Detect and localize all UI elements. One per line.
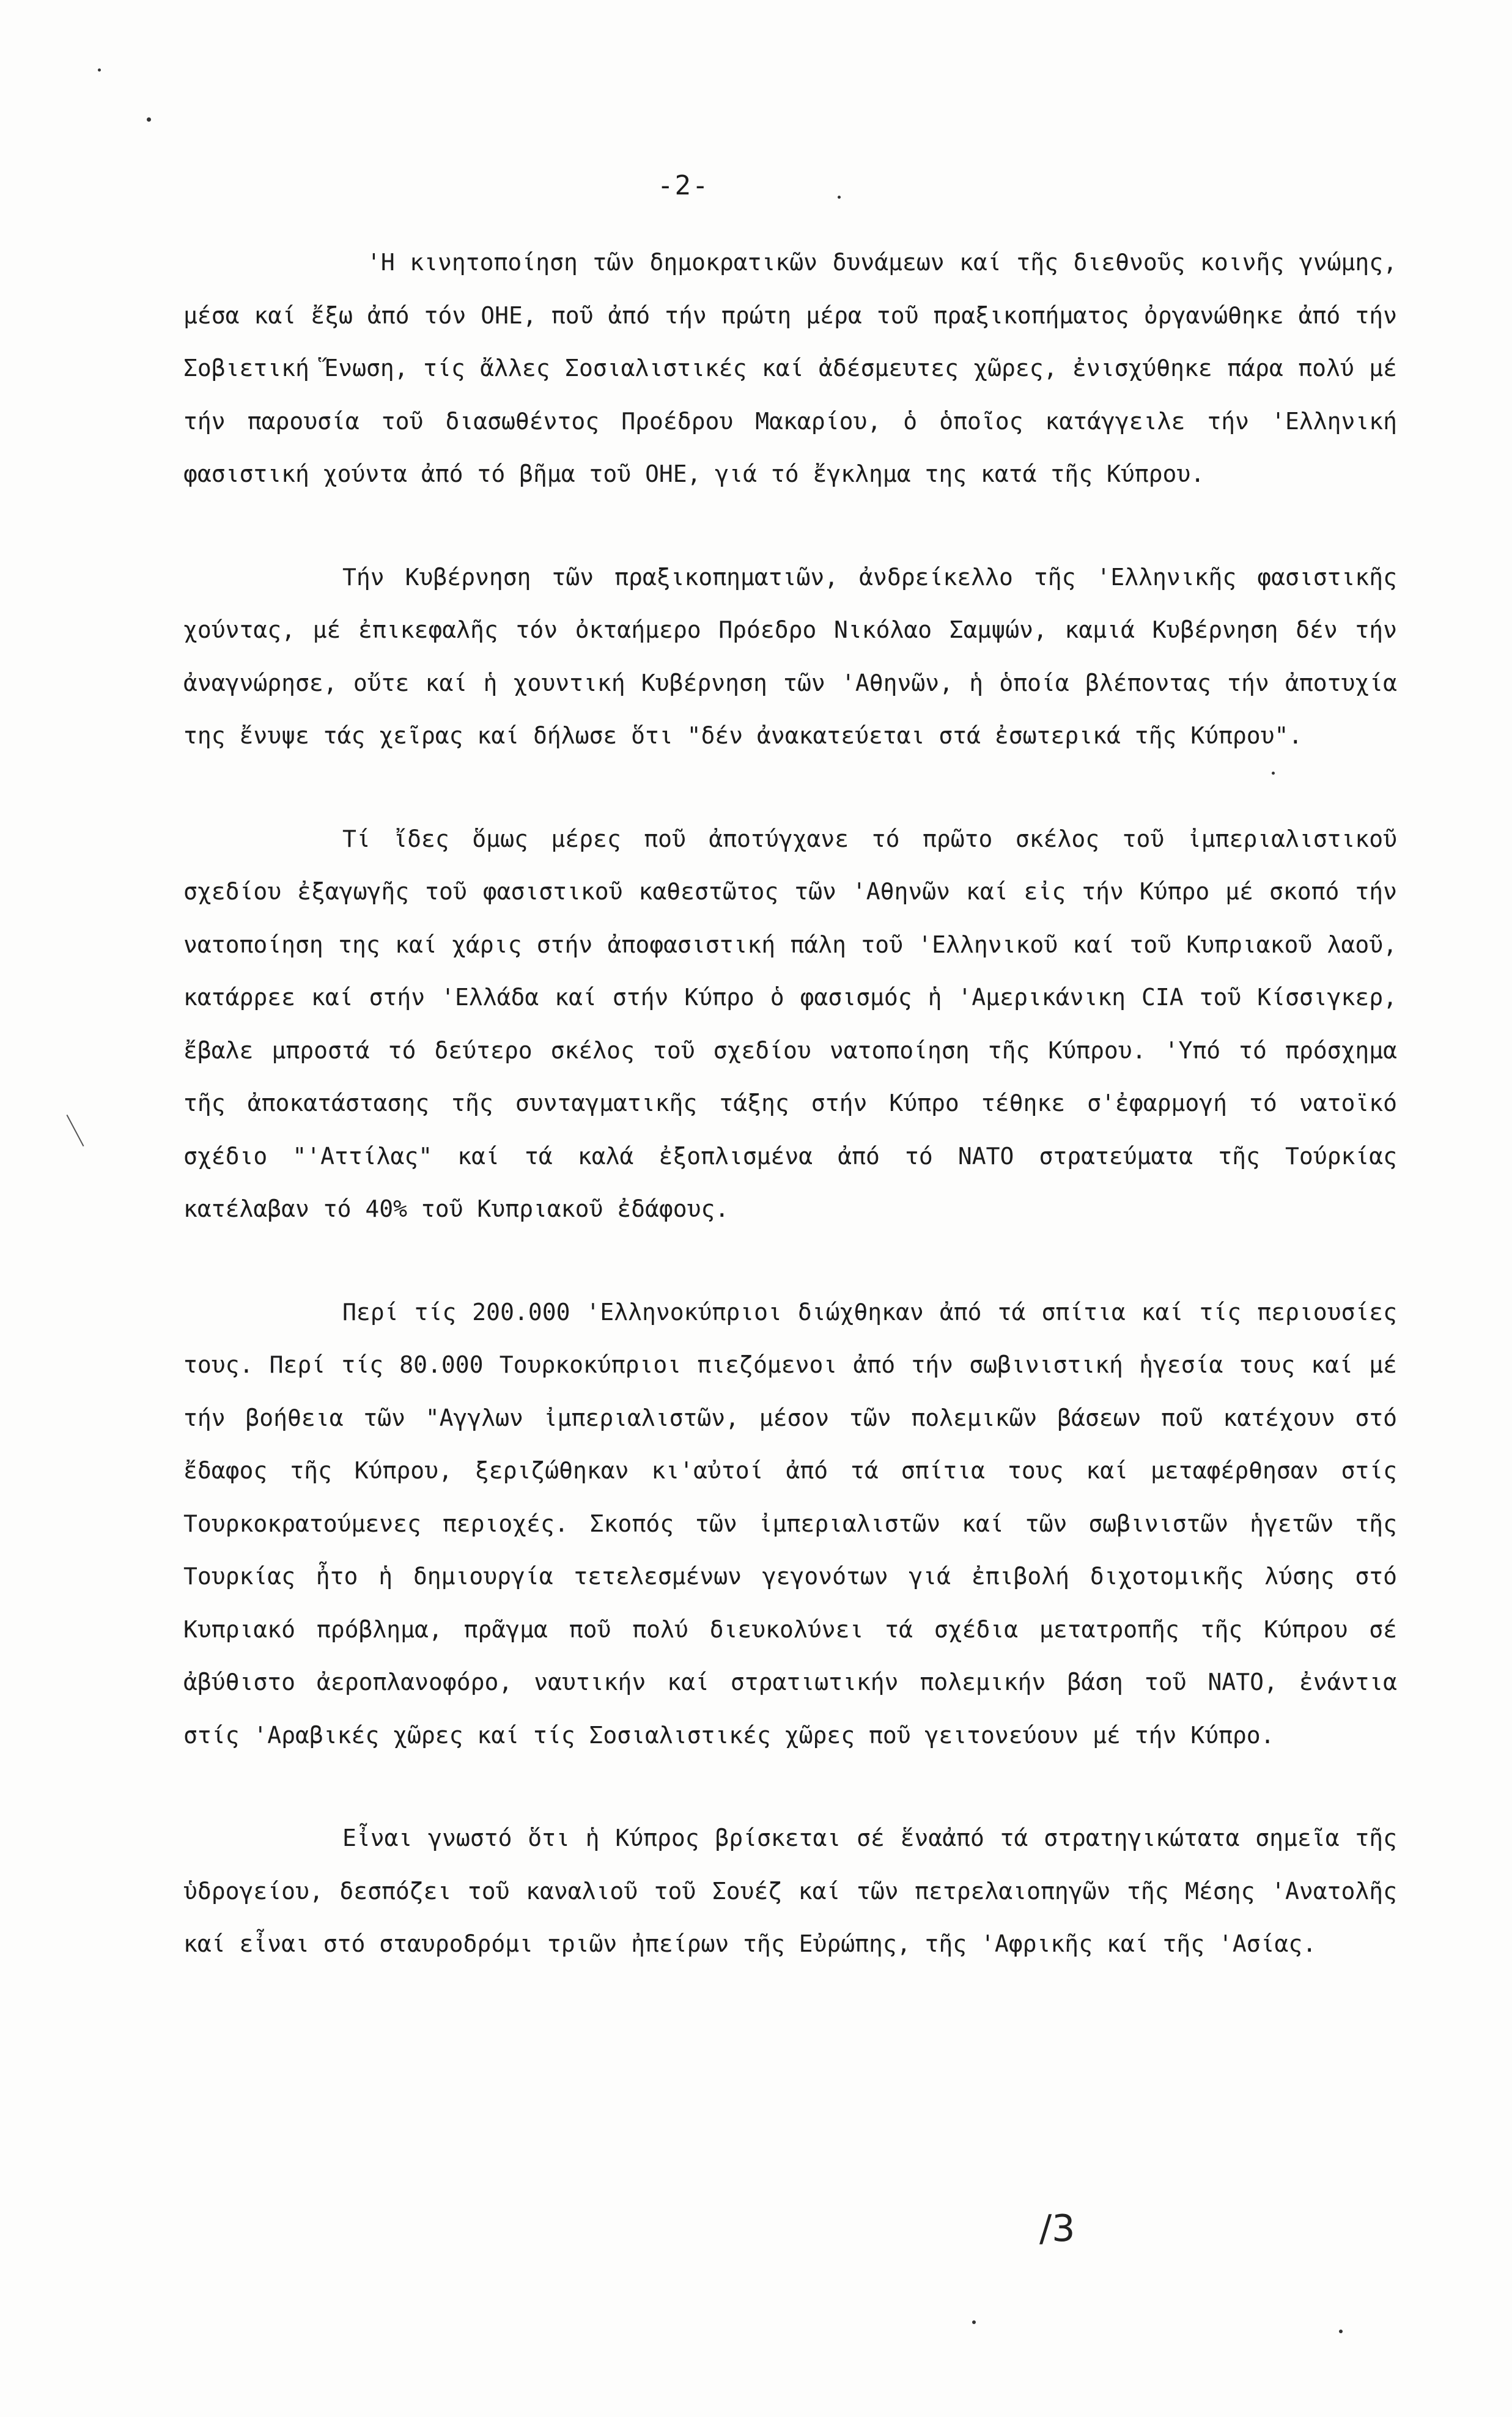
- paragraph-refugees-partition: Περί τίς 200.000 'Ελληνοκύπριοι διώχθηκαν ἀπό τά σπίτια καί τίς περιουσίες τους. Περί τίς 80.000 Τουρκοκύπριοι πιεζόμενοι ἀπό τήν σωβινιστική ἡγεσία τους καί μέ τήν βοήθεια τῶν "Αγγλων ἰμπεριαλιστῶν, μέσον τῶν πολεμικῶν βάσεων ποῦ κατέχουν στό ἔδαφος τῆς Κύπρου, ξεριζώθηκαν κι'αὐτοί ἀπό τά σπίτια τους καί μεταφέρθησαν στίς Τουρκοκρατούμενες περιοχές. Σκοπός τῶν ἰμπεριαλιστῶν καί τῶν σωβινιστῶν ἡγετῶν τῆς Τουρκίας ἦτο ἡ δημιουργία τετελεσμένων γεγονότων γιά ἐπιβολή διχοτομικῆς λύσης στό Κυπριακό πρόβλημα, πρᾶγμα ποῦ πολύ διευκολύνει τά σχέδια μετατροπῆς τῆς Κύπρου σέ ἀβύθιστο ἀεροπλανοφόρο, ναυτικήν καί στρατιωτικήν πολεμικήν βάση τοῦ ΝΑΤΟ, ἐνάντια στίς 'Αραβικές χῶρες καί τίς Σοσιαλιστικές χῶρες ποῦ γειτονεύουν μέ τήν Κύπρο.: [183, 1298, 1397, 1749]
- scan-speck: [1339, 2330, 1343, 2333]
- document-body: [183, 236, 1397, 2021]
- paragraph-cia-attila-plan: Τί ἴδες ὅμως μέρες ποῦ ἀποτύγχανε τό πρῶτο σκέλος τοῦ ἰμπεριαλιστικοῦ σχεδίου ἐξαγωγῆς τοῦ φασιστικοῦ καθεστῶτος τῶν 'Αθηνῶν καί εἰς τήν Κύπρο μέ σκοπό τήν νατοποίηση της καί χάρις στήν ἀποφασιστική πάλη τοῦ 'Ελληνικοῦ καί τοῦ Κυπριακοῦ λαοῦ, κατάρρεε καί στήν 'Ελλάδα καί στήν Κύπρο ὁ φασισμός ἡ 'Αμερικάνικη CIA τοῦ Κίσσιγκερ, ἔβαλε μπροστά τό δεύτερο σκέλος τοῦ σχεδίου νατοποίηση τῆς Κύπρου. 'Υπό τό πρόσχημα τῆς ἀποκατάστασης τῆς συνταγματικῆς τάξης στήν Κύπρο τέθηκε σ'ἐφαρμογή τό νατοϊκό σχέδιο "'Αττίλας" καί τά καλά ἐξοπλισμένα ἀπό τό ΝΑΤΟ στρατεύματα τῆς Τούρκίας κατέλαβαν τό 40% τοῦ Κυπριακοῦ ἐδάφους.: [183, 825, 1397, 1222]
- paragraph-strategic-position: Εἶναι γνωστό ὅτι ἡ Κύπρος βρίσκεται σέ ἕναἀπό τά στρατηγικώτατα σημεῖα τῆς ὑδρογείου, δεσπόζει τοῦ καναλιοῦ τοῦ Σουέζ καί τῶν πετρελαιοπηγῶν τῆς Μέσης 'Ανατολῆς καί εἶναι στό σταυροδρόμι τριῶν ἠπείρων τῆς Εὐρώπης, τῆς 'Αφρικῆς καί τῆς 'Ασίας.: [183, 1825, 1397, 1957]
- scan-speck: [98, 68, 101, 72]
- continuation-mark: /3: [1039, 2207, 1075, 2250]
- scan-mark: [67, 1115, 84, 1146]
- page-number: -2-: [657, 170, 710, 201]
- scan-speck: [972, 2320, 976, 2324]
- paragraph-mobilization: 'Η κινητοποίηση τῶν δημοκρατικῶν δυνάμεων καί τῆς διεθνοῦς κοινῆς γνώμης, μέσα καί ἔξω ἀπό τόν ΟΗΕ, ποῦ ἀπό τήν πρώτη μέρα τοῦ πραξικοπήματος ὀργανώθηκε ἀπό τήν Σοβιετική Ἕνωση, τίς ἄλλες Σοσιαλιστικές καί ἀδέσμευτες χῶρες, ἐνισχύθηκε πάρα πολύ μέ τήν παρουσία τοῦ διασωθέντος Προέδρου Μακαρίου, ὁ ὁποῖος κατάγγειλε τήν 'Ελληνική φασιστική χούντα ἀπό τό βῆμα τοῦ ΟΗΕ, γιά τό ἔγκλημα της κατά τῆς Κύπρου.: [183, 249, 1397, 487]
- scan-speck: [147, 117, 151, 122]
- paragraph-putschist-government: Τήν Κυβέρνηση τῶν πραξικοπηματιῶν, ἀνδρείκελλο τῆς 'Ελληνικῆς φασιστικῆς χούντας, μέ ἐπικεφαλῆς τόν ὀκταήμερο Πρόεδρο Νικόλαο Σαμψών, καμιά Κυβέρνηση δέν τήν ἀναγνώρησε, οὔτε καί ἡ χουντική Κυβέρνηση τῶν 'Αθηνῶν, ἡ ὁποία βλέποντας τήν ἀποτυχία της ἔνυψε τάς χεῖρας καί δήλωσε ὅτι "δέν ἀνακατεύεται στά ἐσωτερικά τῆς Κύπρου".: [183, 563, 1397, 749]
- scan-speck: [1272, 772, 1275, 775]
- scan-speck: [838, 196, 841, 199]
